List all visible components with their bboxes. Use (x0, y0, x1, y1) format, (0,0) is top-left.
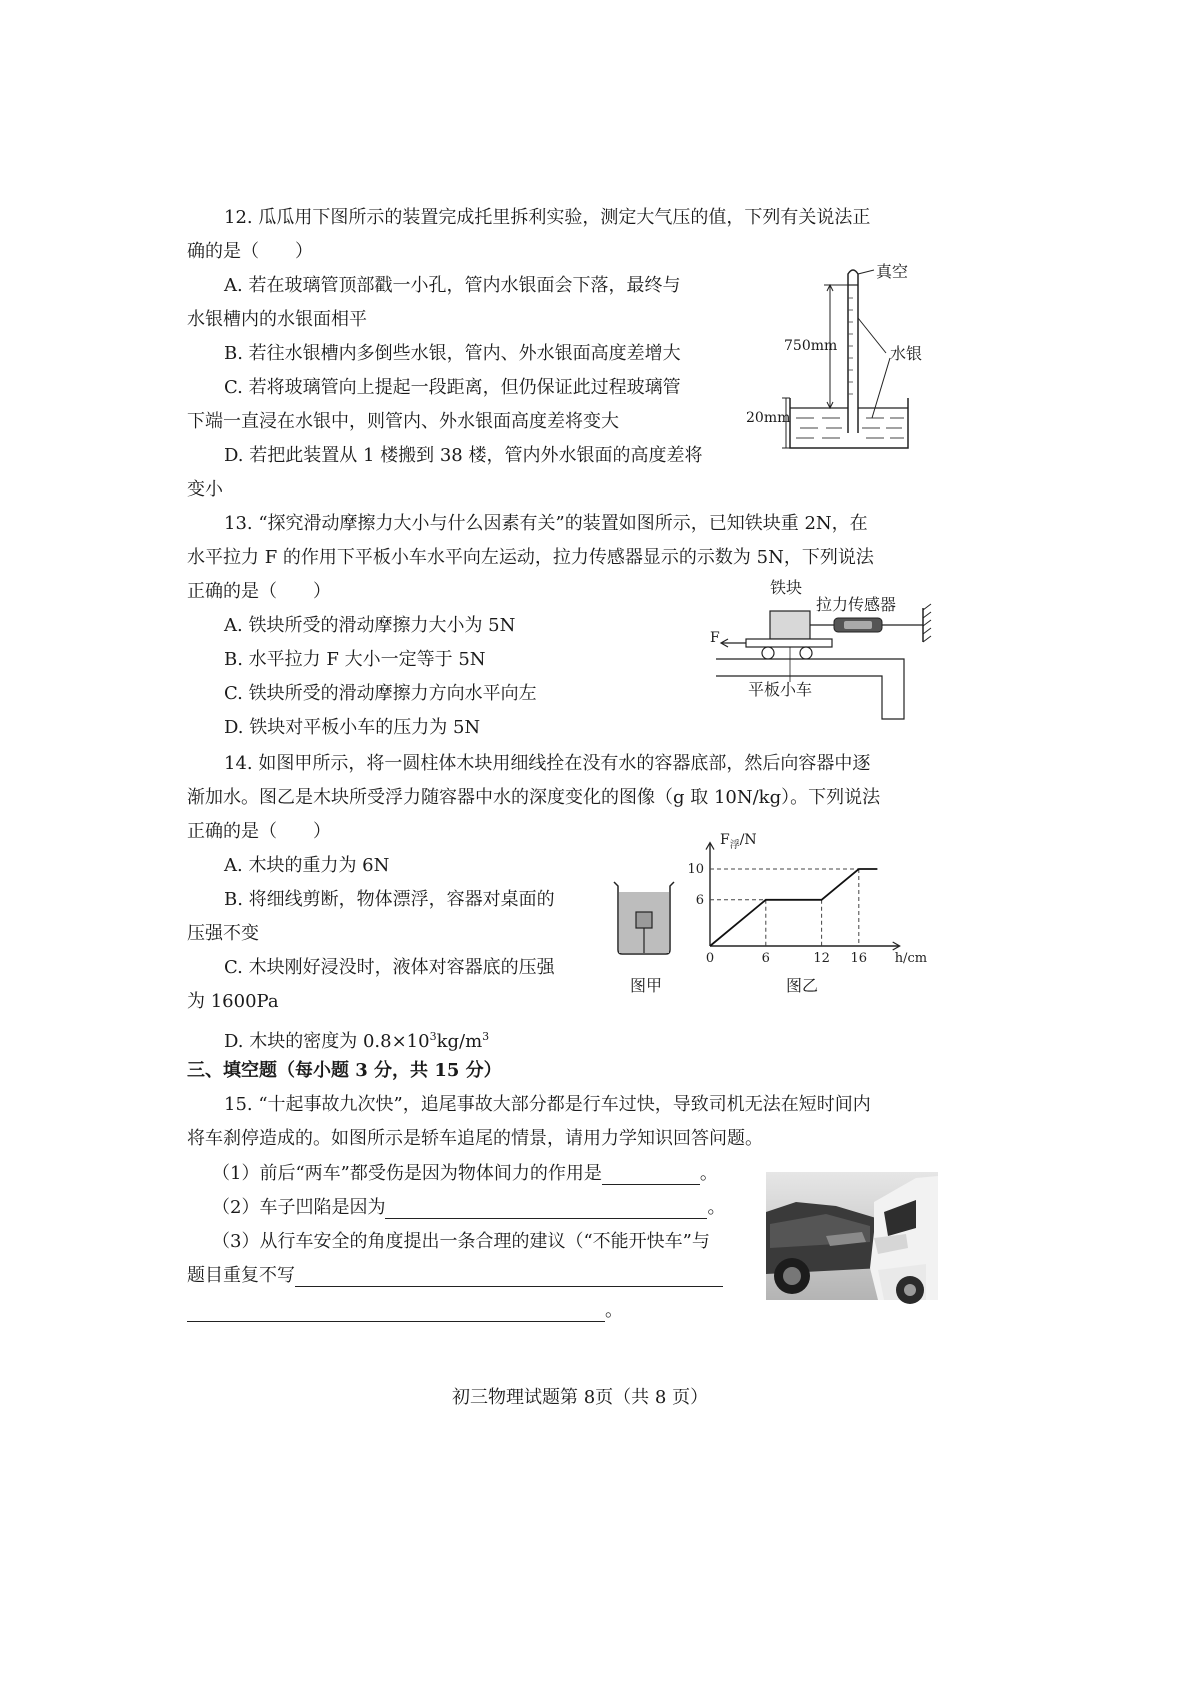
beaker-figure (608, 878, 688, 1000)
q14-option-b-line1: B. 将细线剪断，物体漂浮，容器对桌面的 (224, 889, 555, 910)
q15-part-1 (212, 1163, 718, 1185)
q12-option-d-line2: 变小 (187, 479, 223, 500)
iron-block-label: 铁块 (770, 578, 803, 597)
car-collision-photo (766, 1172, 938, 1300)
page-footer: 初三物理试题第 8页（共 8 页） (452, 1387, 709, 1408)
q12-option-c-line2: 下端一直浸在水银中，则管内、外水银面高度差将变大 (187, 411, 619, 432)
height-750-label: 750mm (784, 338, 838, 354)
q14-stem-line2: 渐加水。图乙是木块所受浮力随容器中水的深度变化的图像（g 取 10N/kg）。下列说法 (187, 787, 881, 808)
q12-stem-line1: 12. 瓜瓜用下图所示的装置完成托里拆利实验，测定大气压的值，下列有关说法正 (224, 207, 871, 228)
chart-ylabel (720, 832, 757, 854)
q15-part-3-line1: （3）从行车安全的角度提出一条合理的建议（“不能开快车”与 (212, 1231, 710, 1252)
q14-option-d (224, 1026, 489, 1053)
q14-option-d-unit-exponent: 3 (482, 1030, 490, 1043)
q12-option-a-line1: A. 若在玻璃管顶部戳一小孔，管内水银面会下落，最终与 (224, 275, 681, 296)
q15-stem-line2: 将车刹停造成的。如图所示是轿车追尾的情景，请用力学知识回答问题。 (187, 1128, 763, 1149)
q12-option-b: B. 若往水银槽内多倒些水银，管内、外水银面高度差增大 (224, 343, 681, 364)
y-tick-label-6: 6 (695, 892, 704, 908)
chart-caption: 图乙 (786, 976, 819, 995)
friction-figure (706, 578, 946, 723)
q15-part-1-text: （1）前后“两车”都受伤是因为物体间力的作用是 (212, 1163, 602, 1184)
q15-answer-1-blank[interactable] (602, 1166, 700, 1185)
q13-option-d: D. 铁块对平板小车的压力为 5N (224, 717, 481, 738)
q12-option-c-line1: C. 若将玻璃管向上提起一段距离，但仍保证此过程玻璃管 (224, 377, 681, 398)
q13-option-b: B. 水平拉力 F 大小一定等于 5N (224, 649, 486, 670)
chart-ylabel-unit: /N (739, 832, 757, 848)
q14-option-d-exponent: 3 (429, 1030, 437, 1043)
q13-option-a: A. 铁块所受的滑动摩擦力大小为 5N (224, 615, 516, 636)
torricelli-figure (740, 258, 930, 458)
q14-option-d-text: D. 木块的密度为 0.8×10 (224, 1031, 430, 1052)
q14-stem-line3: 正确的是（ ） (187, 821, 331, 842)
q14-option-c-line2: 为 1600Pa (187, 991, 279, 1012)
chart-ylabel-sub: 浮 (729, 839, 740, 851)
q13-stem-line3: 正确的是（ ） (187, 581, 331, 602)
buoyancy-series-line (710, 869, 877, 946)
q12-option-d-line1: D. 若把此装置从 1 楼搬到 38 楼，管内外水银面的高度差将 (224, 445, 703, 466)
q15-part-2-text: （2）车子凹陷是因为 (212, 1197, 386, 1218)
mercury-label: 水银 (890, 344, 923, 363)
q14-option-d-unit: kg/m (436, 1031, 483, 1052)
x-tick-label-16: 16 (850, 951, 868, 966)
vacuum-label: 真空 (876, 262, 909, 281)
q15-part-1-end: 。 (699, 1163, 718, 1184)
y-tick-label-10: 10 (687, 862, 704, 877)
cart-label: 平板小车 (748, 680, 813, 699)
q15-part-2-end: 。 (707, 1197, 726, 1218)
q13-stem-line2: 水平拉力 F 的作用下平板小车水平向左运动，拉力传感器显示的示数为 5N，下列说法 (187, 547, 874, 568)
q13-option-c: C. 铁块所受的滑动摩擦力方向水平向左 (224, 683, 537, 704)
q14-stem-line1: 14. 如图甲所示，将一圆柱体木块用细线拴在没有水的容器底部，然后向容器中逐 (224, 753, 871, 774)
q13-stem-line1: 13. “探究滑动摩擦力大小与什么因素有关”的装置如图所示，已知铁块重 2N，在 (224, 513, 868, 534)
q15-part-3-text: 题目重复不写 (187, 1265, 295, 1286)
figure-jia-caption: 图甲 (630, 976, 663, 995)
buoyancy-chart (680, 828, 928, 1003)
q15-part-3-end: 。 (605, 1300, 623, 1321)
q14-option-c-line1: C. 木块刚好浸没时，液体对容器底的压强 (224, 957, 555, 978)
x-tick-label-12: 12 (813, 951, 830, 966)
x-axis-label: h/cm (894, 951, 928, 966)
x-tick-label-6: 6 (761, 951, 770, 966)
q15-answer-3-blank-a[interactable] (295, 1268, 723, 1287)
q15-part-3-line2 (187, 1265, 723, 1287)
q15-stem-line1: 15. “十起事故九次快”，追尾事故大部分都是行车过快，导致司机无法在短时间内 (224, 1094, 871, 1115)
origin-label: 0 (705, 951, 715, 966)
q14-option-a: A. 木块的重力为 6N (224, 855, 390, 876)
q15-part-3-line3 (187, 1300, 623, 1322)
q12-option-a-line2: 水银槽内的水银面相平 (187, 309, 367, 330)
q15-answer-3-blank-b[interactable] (187, 1303, 605, 1322)
height-20-label: 20mm (746, 410, 791, 426)
chart-ylabel-main: F (720, 832, 730, 848)
q15-answer-2-blank[interactable] (385, 1200, 707, 1219)
section-3-title: 三、填空题（每小题 3 分，共 15 分） (187, 1060, 502, 1081)
q12-stem-line2: 确的是（ ） (187, 241, 313, 262)
q14-option-b-line2: 压强不变 (187, 923, 259, 944)
q15-part-2 (212, 1197, 725, 1219)
sensor-label: 拉力传感器 (816, 595, 897, 614)
force-label: F (710, 630, 720, 646)
